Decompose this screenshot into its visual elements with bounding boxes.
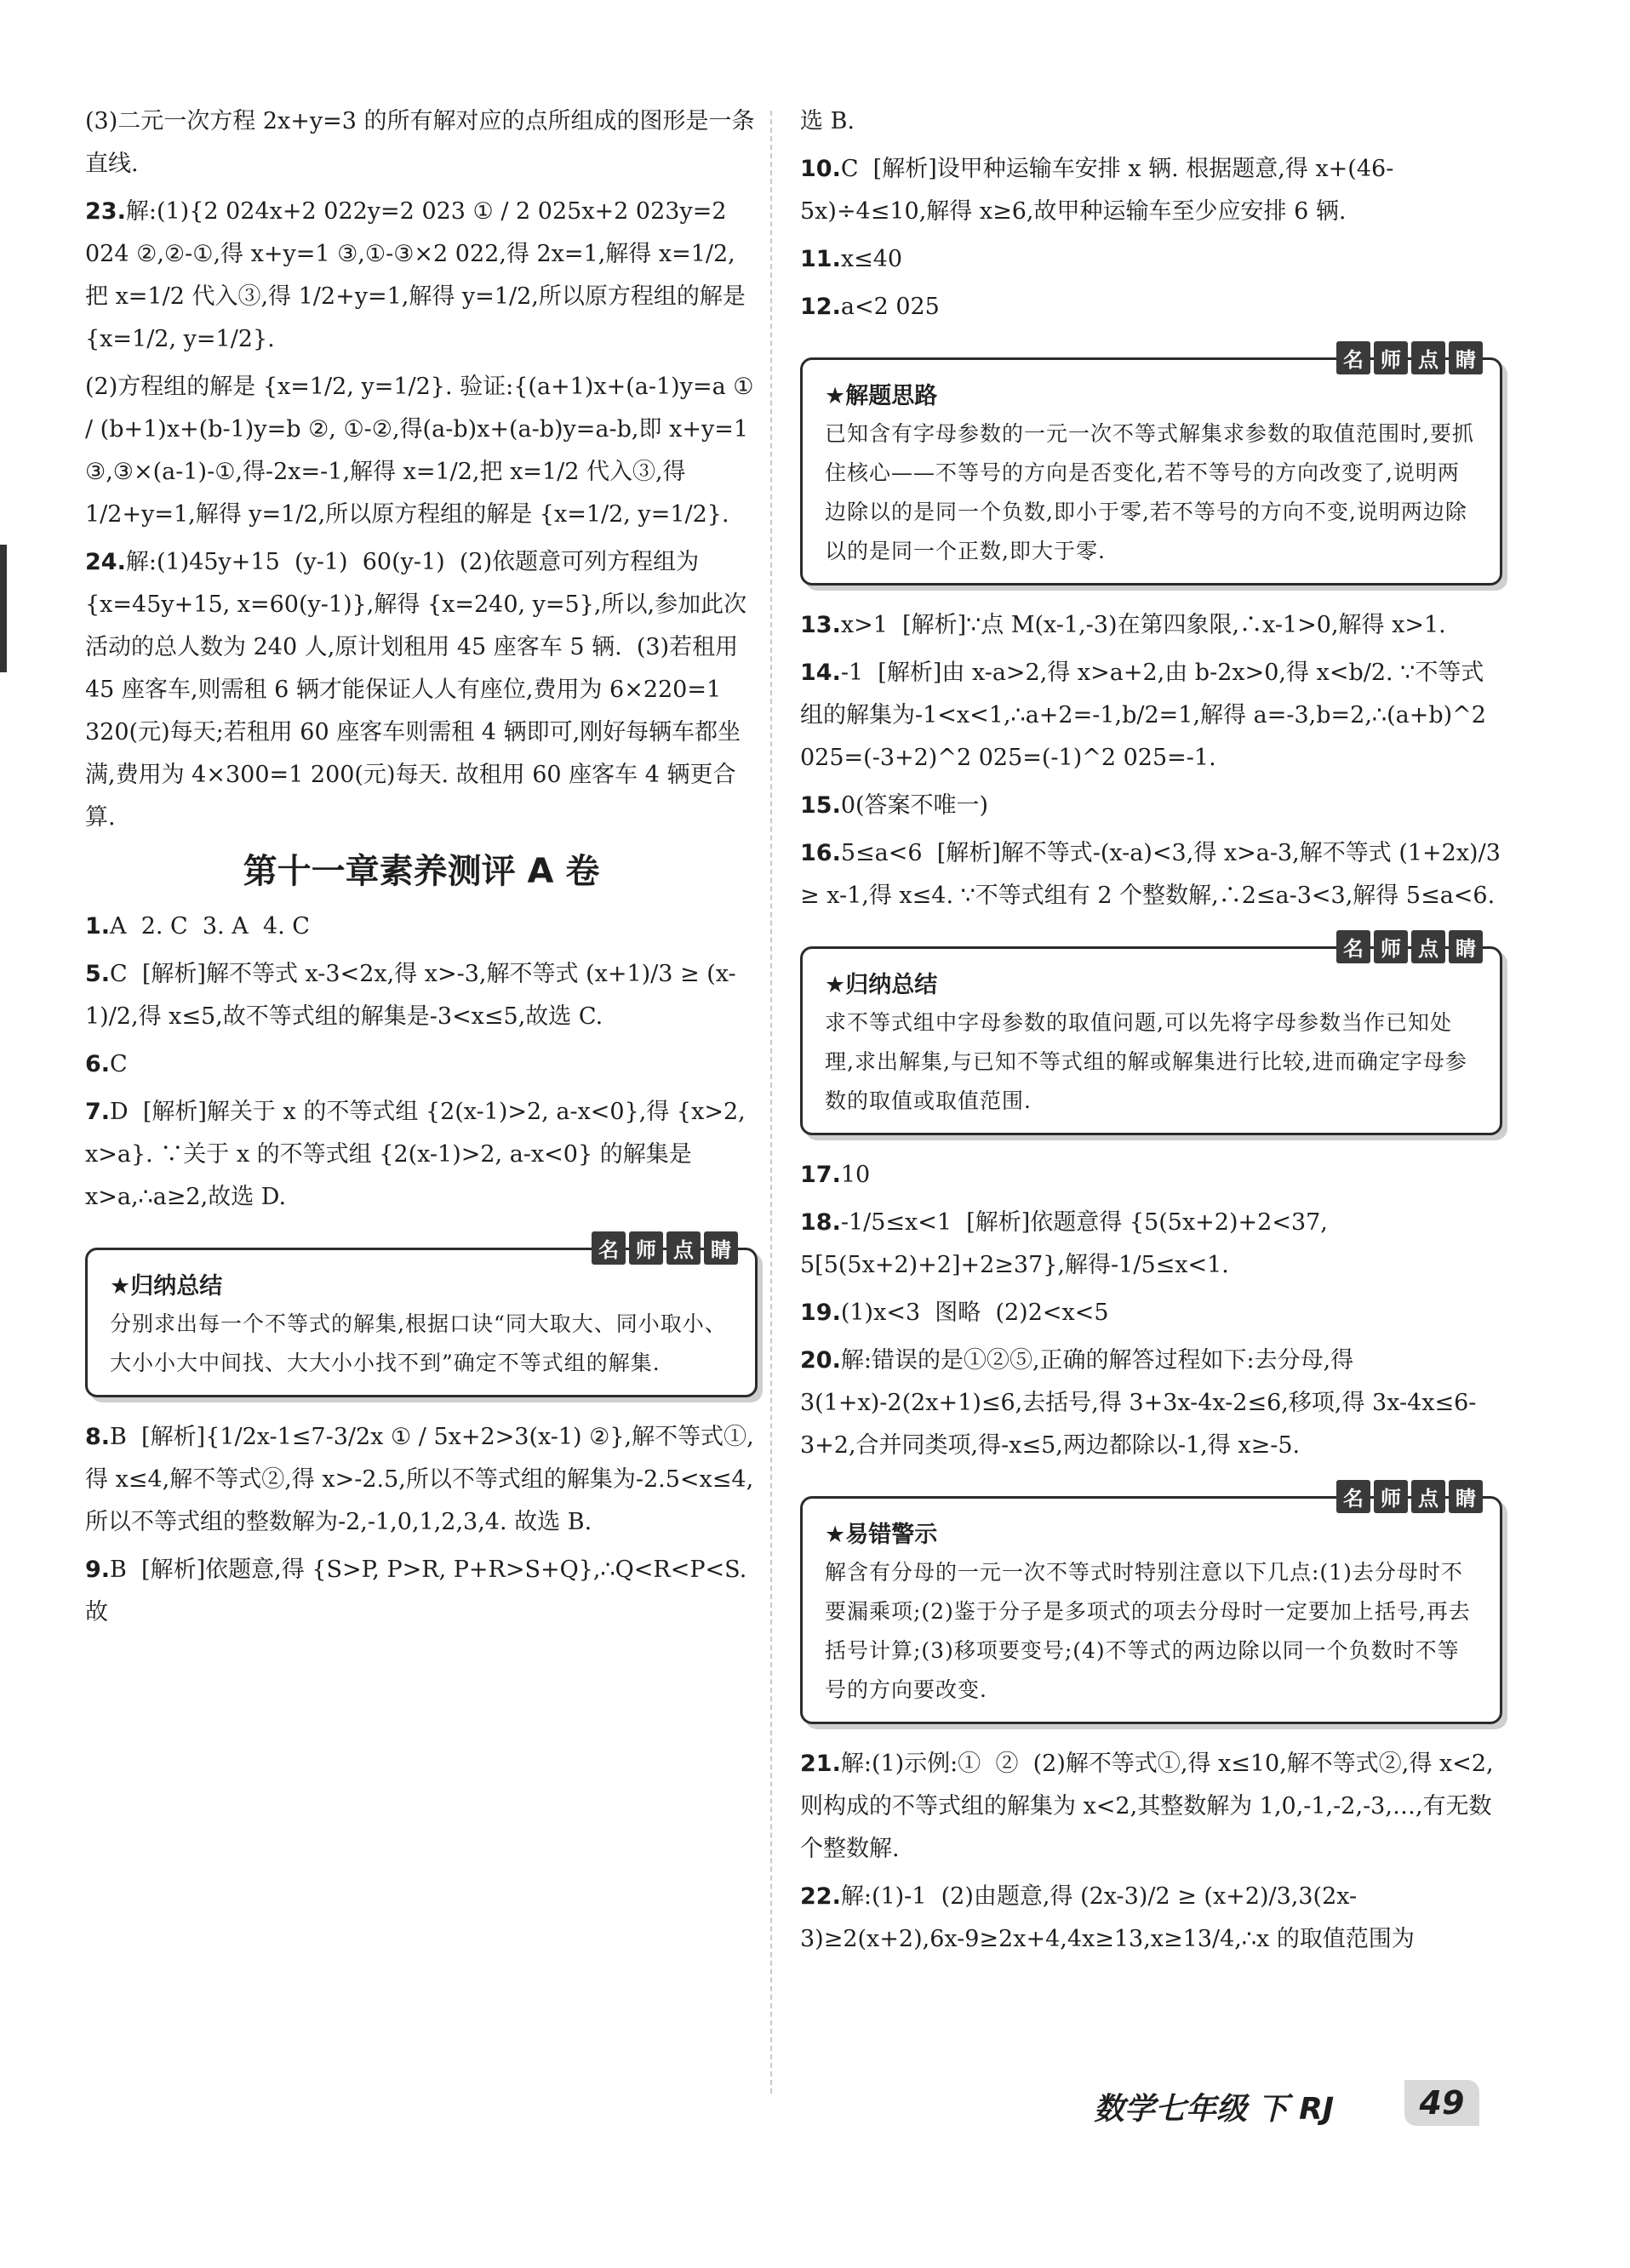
tip-box-summary-2 [800,937,1502,1135]
tip-title: ★易错警示 [825,1522,938,1548]
answer-text: B [解析]依题意,得 {S>P, P>R, P+R>S+Q},∴Q<R<P<S. 故 [85,1557,754,1625]
answer-number: 13. [800,612,841,638]
tip-body: 解含有分母的一元一次不等式时特别注意以下几点:(1)去分母时不要漏乘项;(2)鉴于分子是多项式的项去分母时一定要加上括号,再去括号计算;(3)移项要变号;(4)不等式的两边除以同一个负数时不等号的方向要改变. [825,1560,1471,1702]
answer-item [85,1091,758,1219]
answer-text: 解:(1)45y+15 (y-1) 60(y-1) (2)依题意可列方程组为 {x=45y+15, x=60(y-1)},解得 {x=240, y=5},所以,参加此次活动的总人数为 240 人,原计划租用 45 座客车 5 辆. (3)若租用 45 座客车,则需租 6 辆才能保证人人有座位,费用为 6×220=1 320(元)每天;若租用 60 座客车则需租 4 辆即可,刚好每辆车都坐满,费用为 4×300=1 200(元)每天. 故租用 60 座客车 4 辆更合算. [85,549,747,831]
answer-number: 17. [800,1162,841,1188]
answer-text: 5≤a<6 [解析]解不等式-(x-a)<3,得 x>a-3,解不等式 (1+2x)/3 ≥ x-1,得 x≤4. ∵不等式组有 2 个整数解,∴2≤a-3<3,解得 5≤a<6. [800,840,1508,909]
answer-text: C [解析]解不等式 x-3<2x,得 x>-3,解不等式 (x+1)/3 ≥ (x-1)/2,得 x≤5,故不等式组的解集是-3<x≤5,故选 C. [85,961,736,1030]
answer-number: 20. [800,1347,841,1374]
answer-item [800,652,1502,780]
tip-body: 已知含有字母参数的一元一次不等式解集求参数的取值范围时,要抓住核心——不等号的方向是否变化,若不等号的方向改变了,说明两边除以的是同一个负数,即小于零,若不等号的方向不变,说明两边除以的是同一个正数,即大于零. [825,421,1474,563]
column-divider [770,111,772,2094]
answer-number: 24. [85,549,126,575]
answer-number: 15. [800,792,841,819]
answer-text: 解:(1)-1 (2)由题意,得 (2x-3)/2 ≥ (x+2)/3,3(2x-3)≥2(x+2),6x-9≥2x+4,4x≥13,x≥13/4,∴x 的取值范围为 [800,1883,1415,1952]
answer-item [85,100,758,186]
answer-text: 解:错误的是①②⑤,正确的解答过程如下:去分母,得 3(1+x)-2(2x+1)≤6,去括号,得 3+3x-4x-2≤6,移项,得 3x-4x≤6-3+2,合并同类项,得-x≤5,两边都除以-1,得 x≥-5. [800,1347,1477,1459]
answer-item [800,148,1502,233]
answer-number: 10. [800,156,841,182]
answer-item [85,1549,758,1634]
answer-text: -1/5≤x<1 [解析]依题意得 {5(5x+2)+2<37, 5[5(5x+2)+2]+2≥37},解得-1/5≤x<1. [800,1209,1335,1278]
right-column [800,100,1508,1966]
tip-box-summary-1 [85,1238,758,1397]
answer-item [800,604,1502,647]
answer-number: 6. [85,1051,111,1077]
answer-text: 解:(1){2 024x+2 022y=2 023 ① / 2 025x+2 023y=2 024 ②,②-①,得 x+y=1 ③,①-③×2 022,得 2x=1,解得 x=1/2,把 x=1/2 代入③,得 1/2+y=1,解得 y=1/2,所以原方程组的解是 {x=1/2, y=1/2}. [85,198,753,352]
answer-number: 16. [800,840,841,866]
teacher-tip-badge: 名 师 点 睛 [1336,1480,1483,1513]
answer-text: 解:(1)示例:① ② (2)解不等式①,得 x≤10,解不等式②,得 x<2,则构成的不等式组的解集为 x<2,其整数解为 1,0,-1,-2,-3,…,有无数个整数解. [800,1751,1494,1862]
tip-title: ★归纳总结 [825,972,938,998]
tip-body: 求不等式组中字母参数的取值问题,可以先将字母参数当作已知处理,求出解集,与已知不等式组的解或解集进行比较,进而确定字母参数的取值或取值范围. [825,1010,1467,1113]
answer-text: B [解析]{1/2x-1≤7-3/2x ① / 5x+2>3(x-1) ②},解不等式①,得 x≤4,解不等式②,得 x>-2.5,所以不等式组的解集为-2.5<x≤4,所以不等式组的整数解为-2,-1,0,1,2,3,4. 故选 B. [85,1424,754,1535]
answer-number: 7. [85,1099,111,1125]
tip-box-solution-idea [800,348,1502,586]
answer-number: 18. [800,1209,841,1236]
answer-text: 选 B. [800,108,855,134]
left-column [85,100,762,1639]
answer-number: 11. [800,246,841,272]
answer-number: 21. [800,1751,841,1777]
answer-item [800,1340,1502,1467]
answer-number: 23. [85,198,126,225]
page-number: 49 [1404,2080,1479,2126]
answer-item [800,286,1502,328]
answer-item [85,1416,758,1544]
answer-item [800,1743,1502,1871]
answer-item [800,832,1508,917]
answer-text: D [解析]解关于 x 的不等式组 {2(x-1)>2, a-x<0},得 {x>2, x>a}. ∵关于 x 的不等式组 {2(x-1)>2, a-x<0} 的解集是 x>a,∴a≥2,故选 D. [85,1099,753,1210]
answer-item [85,905,758,948]
answer-number: 8. [85,1424,111,1450]
answer-number: 12. [800,294,841,320]
answer-item [85,366,762,536]
answer-text: x≤40 [840,246,903,272]
tip-title: ★解题思路 [825,383,938,409]
teacher-tip-badge: 名 师 点 睛 [592,1231,738,1265]
teacher-tip-badge: 名 师 点 睛 [1336,341,1483,374]
answer-item [85,541,758,839]
answer-text: C [解析]设甲种运输车安排 x 辆. 根据题意,得 x+(46-5x)÷4≤10,解得 x≥6,故甲种运输车至少应安排 6 辆. [800,156,1394,225]
tip-box-error-warning [800,1487,1502,1724]
answer-text: (3)二元一次方程 2x+y=3 的所有解对应的点所组成的图形是一条直线. [85,108,755,177]
teacher-tip-badge: 名 师 点 睛 [1336,930,1483,963]
answer-text: (1)x<3 图略 (2)2<x<5 [840,1300,1109,1326]
answer-item [800,238,1502,281]
tip-body: 分别求出每一个不等式的解集,根据口诀“同大取大、同小取小、大小小大中间找、大大小小找不到”确定不等式组的解集. [110,1311,727,1375]
answer-number: 22. [800,1883,841,1910]
answer-item [85,1043,758,1086]
answer-item [85,191,758,361]
answer-text: 0(答案不唯一) [840,792,989,819]
answer-text: C [110,1051,128,1077]
footer-subject: 数学七年级 下 RJ [1094,2092,1335,2127]
answer-text: (2)方程组的解是 {x=1/2, y=1/2}. 验证:{(a+1)x+(a-1)y=a ① / (b+1)x+(b-1)y=b ②, ①-②,得(a-b)x+(a-b)y=a-b,即 x+y=1 ③,③×(a-1)-①,得-2x=-1,解得 x=1/2,把 x=1/2 代入③,得 1/2+y=1,解得 y=1/2,所以原方程组的解是 {x=1/2, y=1/2}. [85,374,762,528]
answer-text: -1 [解析]由 x-a>2,得 x>a+2,由 b-2x>0,得 x<b/2. ∵不等式组的解集为-1<x<1,∴a+2=-1,b/2=1,解得 a=-3,b=2,∴(a+b)^2 025=(-3+2)^2 025=(-1)^2 025=-1. [800,660,1494,771]
answer-item [800,1292,1502,1334]
answer-text: 10 [840,1162,871,1188]
answer-item [800,100,1502,143]
answer-item [800,785,1502,827]
answer-text: x>1 [解析]∵点 M(x-1,-3)在第四象限,∴x-1>0,解得 x>1. [840,612,1446,638]
page-edge-mark [0,545,7,672]
answer-number: 19. [800,1300,841,1326]
chapter-title: 第十一章素养测评 A 卷 [243,852,600,891]
answer-text: A 2. C 3. A 4. C [110,913,310,940]
answer-item [800,1202,1502,1287]
tip-title: ★归纳总结 [110,1273,223,1300]
answer-item [800,1154,1502,1197]
answer-item [85,953,758,1038]
answer-number: 5. [85,961,111,987]
answer-number: 1. [85,913,111,940]
answer-text: a<2 025 [840,294,940,320]
answer-number: 14. [800,660,841,686]
answer-item [800,1876,1502,1961]
answer-number: 9. [85,1557,111,1583]
